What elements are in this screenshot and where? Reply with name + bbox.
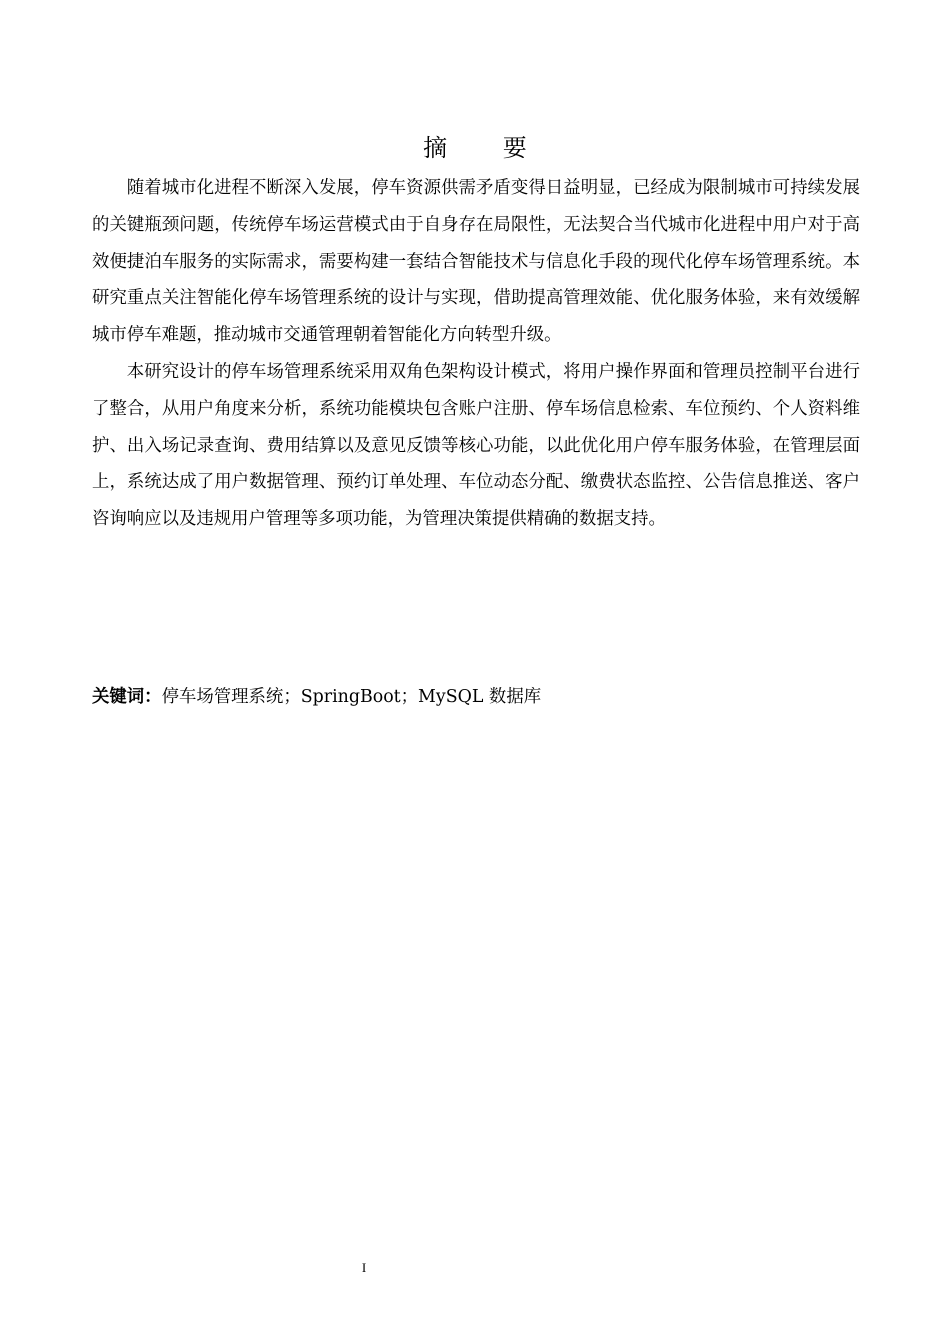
keywords-label: 关键词： bbox=[92, 687, 162, 707]
abstract-title: 摘 要 bbox=[423, 134, 551, 162]
abstract-paragraph-2: 本研究设计的停车场管理系统采用双角色架构设计模式，将用户操作界面和管理员控制平台进行了整合，从用户角度来分析，系统功能模块包含账户注册、停车场信息检索、车位预约、个人资料维护、出入场记录查询、费用结算以及意见反馈等核心功能，以此优化用户停车服务体验，在管理层面上，系统达成了用户数据管理、预约订单处理、车位动态分配、缴费状态监控、公告信息推送、客户咨询响应以及违规用户管理等多项功能，为管理决策提供精确的数据支持。 bbox=[92, 361, 860, 530]
keywords-value: 停车场管理系统；SpringBoot；MySQL 数据库 bbox=[161, 687, 542, 707]
keywords-line bbox=[92, 682, 860, 712]
page-number: I bbox=[361, 1260, 367, 1275]
abstract-paragraph-1: 随着城市化进程不断深入发展，停车资源供需矛盾变得日益明显，已经成为限制城市可持续发展的关键瓶颈问题，传统停车场运营模式由于自身存在局限性，无法契合当代城市化进程中用户对于高效便捷泊车服务的实际需求，需要构建一套结合智能技术与信息化手段的现代化停车场管理系统。本研究重点关注智能化停车场管理系统的设计与实现，借助提高管理效能、优化服务体验，来有效缓解城市停车难题，推动城市交通管理朝着智能化方向转型升级。 bbox=[92, 178, 860, 346]
abstract-body bbox=[92, 170, 860, 538]
